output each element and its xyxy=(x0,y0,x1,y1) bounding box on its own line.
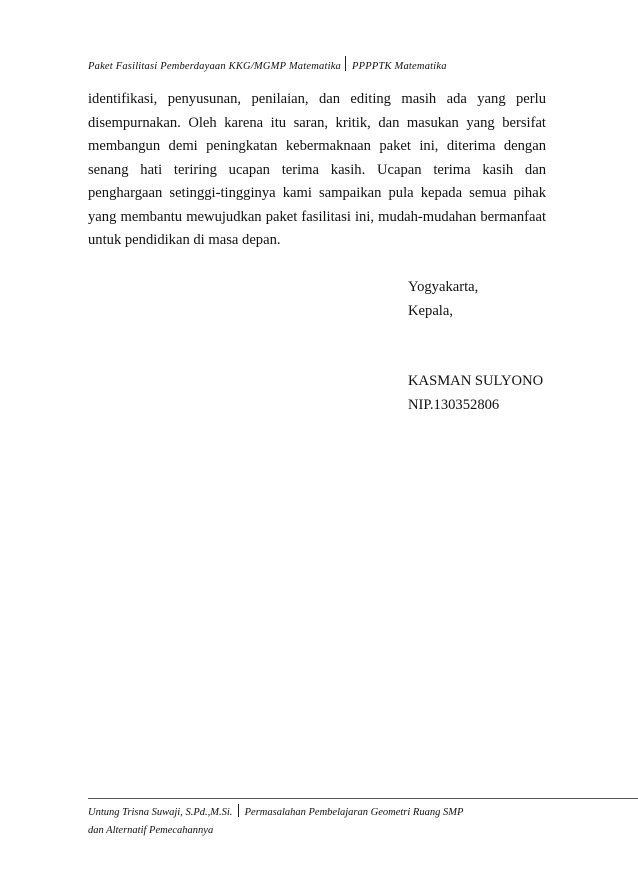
signature-place: Yogyakarta, xyxy=(408,279,479,295)
signature-place-block xyxy=(408,276,478,323)
signature-name: KASMAN SULYONO xyxy=(408,373,544,389)
signature-name-block xyxy=(408,370,543,417)
header-right-text: PPPPTK Matematika xyxy=(352,61,447,72)
page-footer xyxy=(88,804,528,840)
signature-nip: NIP.130352806 xyxy=(408,396,500,413)
footer-author: Untung Trisna Suwaji, S.Pd.,M.Si. xyxy=(88,807,233,818)
header-left-text: Paket Fasilitasi Pemberdayaan KKG/MGMP Matematika xyxy=(88,61,342,72)
footer-title-line2: dan Alternatif Pemecahannya xyxy=(88,825,214,836)
body-paragraph: identifikasi, penyusunan, penilaian, dan editing masih ada yang perlu disempurnakan. Oleh karena itu saran, kritik, dan masukan yang bersifat membangun demi peningkatan kebermaknaan paket ini, diterima dengan senang hati teriring ucapan terima kasih. Ucapan terima kasih dan penghargaan setinggi-tingginya kami sampaikan pula kepada semua pihak yang membantu mewujudkan paket fasilitasi ini, mudah-mudahan bermanfaat untuk pendidikan di masa depan. xyxy=(88,91,546,248)
footer-separator xyxy=(238,804,239,817)
footer-line-1 xyxy=(88,804,528,822)
signature-title: Kepala, xyxy=(408,302,453,319)
page-header xyxy=(88,52,548,72)
footer-rule xyxy=(88,798,638,799)
header-separator xyxy=(345,56,346,71)
footer-title-line1: Permasalahan Pembelajaran Geometri Ruang SMP xyxy=(244,807,464,818)
